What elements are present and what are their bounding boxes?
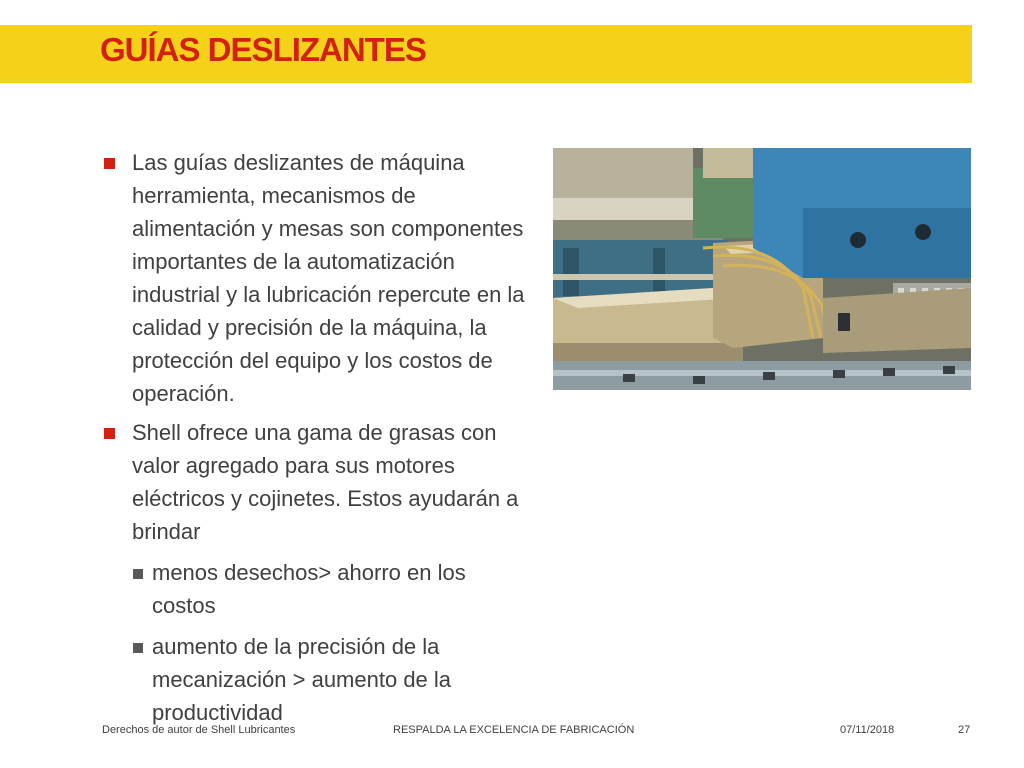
slide-title: GUÍAS DESLIZANTES bbox=[100, 31, 426, 68]
bullet-marker-icon bbox=[104, 158, 115, 169]
sub-bullet-marker-icon bbox=[133, 643, 143, 653]
sub-bullet-text: aumento de la precisión de la mecanización > aumento de la productividad bbox=[152, 634, 452, 725]
sub-bullet-item bbox=[100, 556, 530, 622]
machine-tool-slideways-photo bbox=[553, 148, 971, 390]
footer-tagline: RESPALDA LA EXCELENCIA DE FABRICACIÓN bbox=[393, 724, 635, 736]
bullet-item bbox=[100, 416, 530, 548]
bullet-text: Shell ofrece una gama de grasas con valor agregado para sus motores eléctricos y cojinetes. Estos ayudarán a brindar bbox=[132, 420, 519, 544]
sub-bullet-marker-icon bbox=[133, 569, 143, 579]
footer-date: 07/11/2018 bbox=[840, 724, 895, 736]
bullet-marker-icon bbox=[104, 428, 115, 439]
bullet-text: Las guías deslizantes de máquina herramienta, mecanismos de alimentación y mesas son componentes importantes de la automatización industrial y la lubricación repercute en la calidad y precisión de la máquina, la protección del equipo y los costos de operación. bbox=[132, 150, 525, 406]
footer-copyright: Derechos de autor de Shell Lubricantes bbox=[102, 724, 296, 736]
bullet-item bbox=[100, 146, 530, 410]
page-number: 27 bbox=[958, 724, 971, 736]
sub-bullet-item bbox=[100, 630, 530, 729]
bullet-list bbox=[100, 146, 530, 729]
sub-bullet-text: menos desechos> ahorro en los costos bbox=[152, 560, 466, 618]
